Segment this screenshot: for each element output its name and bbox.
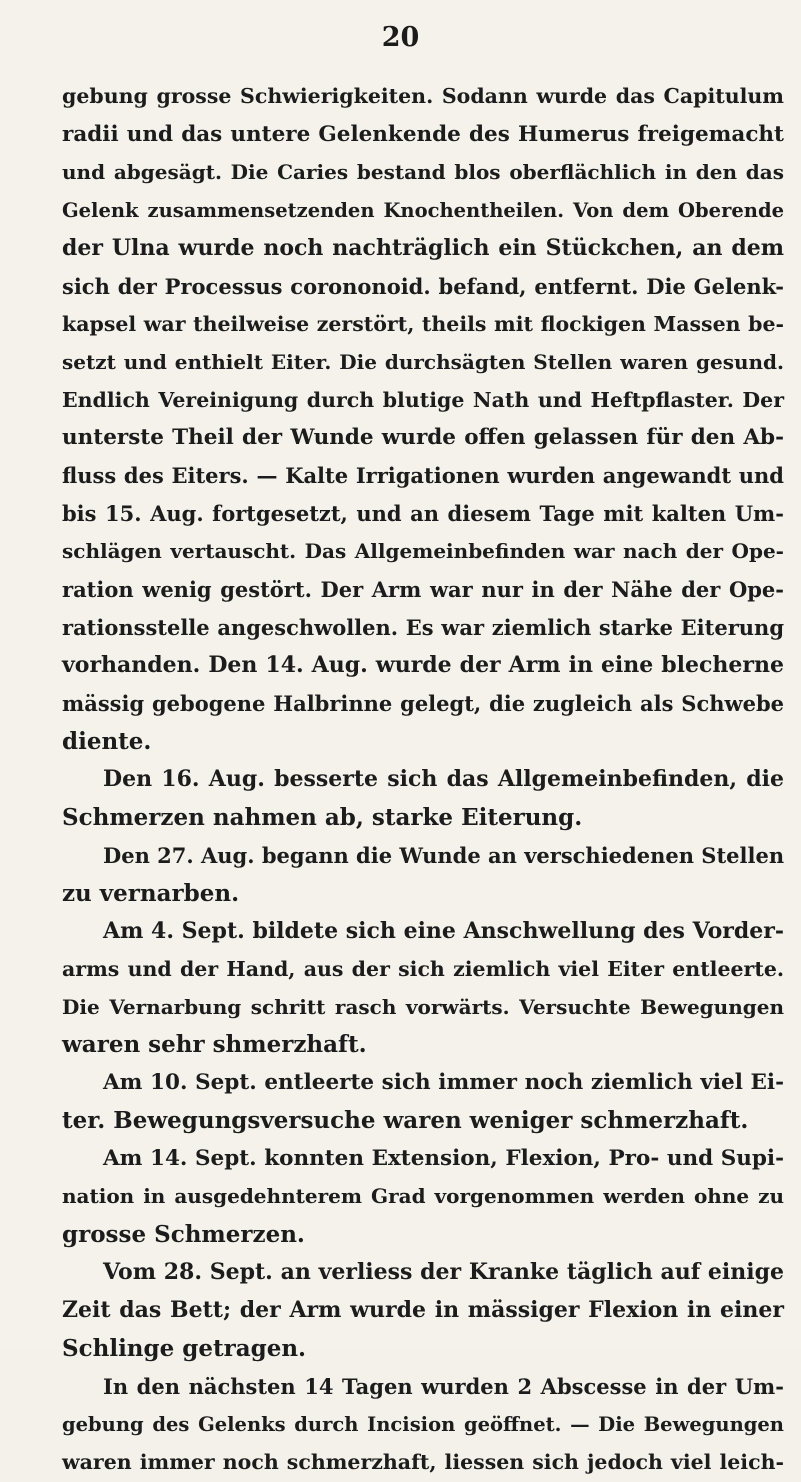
text-line: rationsstelle angeschwollen. Es war ziemlich starke Eiterung: [62, 615, 784, 641]
text-line: unterste Theil der Wunde wurde offen gelassen für den Ab-: [62, 425, 784, 451]
page-number: 20: [381, 22, 420, 53]
text-line: sich der Processus corononoid. befand, entfernt. Die Gelenk-: [62, 273, 784, 299]
text-line: Schlinge getragen.: [62, 1334, 307, 1362]
text-line: waren sehr shmerzhaft.: [62, 1031, 367, 1059]
text-line: In den nächsten 14 Tagen wurden 2 Abscesse in der Um-: [103, 1373, 784, 1399]
text-line: Vom 28. Sept. an verliess der Kranke täglich auf einige: [103, 1259, 784, 1286]
text-line: fluss des Eiters. — Kalte Irrigationen wurden angewandt und: [62, 463, 784, 489]
text-line: gebung des Gelenks durch Incision geöffnet. — Die Bewegungen: [62, 1412, 784, 1436]
text-line: der Ulna wurde noch nachträglich ein Stückchen, an dem: [62, 234, 784, 261]
text-line: und abgesägt. Die Caries bestand blos oberflächlich in den das: [62, 159, 784, 184]
text-line: waren immer noch schmerzhaft, liessen sich jedoch viel leich-: [62, 1449, 784, 1474]
text-line: gebung grosse Schwierigkeiten. Sodann wurde das Capitulum: [62, 84, 784, 108]
text-line: schlägen vertauscht. Das Allgemeinbefinden war nach der Ope-: [62, 539, 784, 564]
text-line: grosse Schmerzen.: [62, 1221, 305, 1249]
text-line: ration wenig gestört. Der Arm war nur in der Nähe der Ope-: [62, 577, 784, 603]
text-line: Den 16. Aug. besserte sich das Allgemeinbefinden, die: [103, 765, 784, 792]
text-line: zu vernarben.: [62, 879, 240, 907]
text-line: Am 10. Sept. entleerte sich immer noch ziemlich viel Ei-: [103, 1070, 784, 1096]
text-line: Die Vernarbung schritt rasch vorwärts. Versuchte Bewegungen: [62, 994, 784, 1019]
text-line: vorhanden. Den 14. Aug. wurde der Arm in eine blecherne: [62, 652, 784, 679]
text-line: arms und der Hand, aus der sich ziemlich viel Eiter entleerte.: [62, 956, 784, 981]
text-line: bis 15. Aug. fortgesetzt, und an diesem Tage mit kalten Um-: [62, 501, 784, 527]
text-line: Am 14. Sept. konnten Extension, Flexion, Pro- und Supi-: [103, 1146, 784, 1172]
text-line: Am 4. Sept. bildete sich eine Anschwellung des Vorder-: [103, 917, 784, 944]
text-line: diente.: [62, 727, 152, 755]
body-text: [62, 78, 784, 1482]
text-line: Schmerzen nahmen ab, starke Eiterung.: [62, 803, 583, 831]
text-line: mässig gebogene Halbrinne gelegt, die zugleich als Schwebe: [62, 691, 784, 716]
text-line: Gelenk zusammensetzenden Knochentheilen. Von dem Oberende: [62, 198, 784, 222]
text-line: Endlich Vereinigung durch blutige Nath und Heftpflaster. Der: [62, 387, 784, 412]
text-line: Zeit das Bett; der Arm wurde in mässiger Flexion in einer: [62, 1297, 784, 1323]
text-line: ter. Bewegungsversuche waren weniger schmerzhaft.: [62, 1107, 749, 1135]
text-line: Den 27. Aug. begann die Wunde an verschiedenen Stellen: [103, 842, 785, 868]
text-line: setzt und enthielt Eiter. Die durchsägten Stellen waren gesund.: [62, 349, 784, 374]
text-line: kapsel war theilweise zerstört, theils mit flockigen Massen be-: [62, 311, 784, 336]
text-line: nation in ausgedehnterem Grad vorgenommen werden ohne zu: [62, 1184, 784, 1209]
text-line: radii und das untere Gelenkende des Humerus freigemacht: [62, 121, 784, 147]
